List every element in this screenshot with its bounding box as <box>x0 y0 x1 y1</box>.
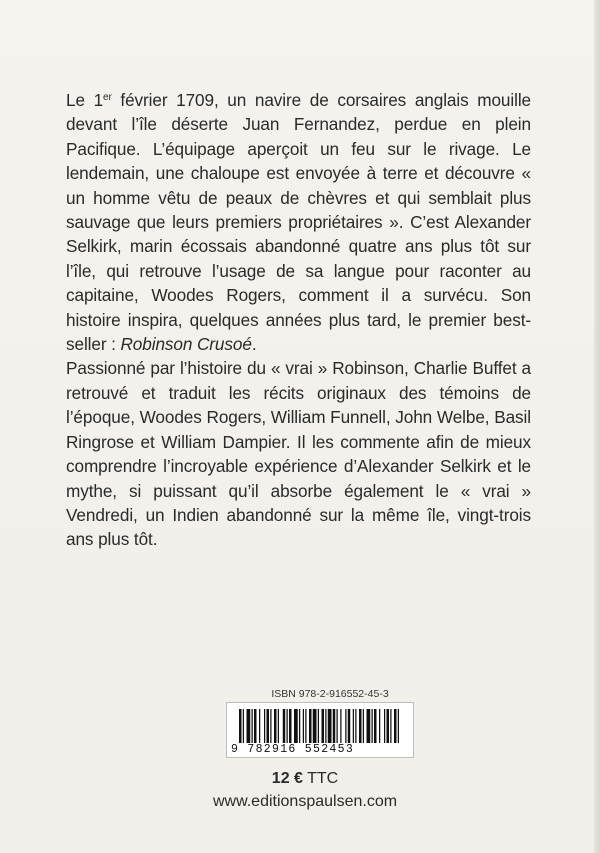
barcode-bar <box>243 709 244 743</box>
barcode-bar <box>384 709 385 743</box>
barcode-bar <box>340 709 341 743</box>
barcode-bar <box>367 709 371 743</box>
barcode-bar <box>247 709 251 743</box>
blurb-paragraph-1-text: février 1709, un navire de corsaires anglais mouille devant l’île déserte Juan Fernandez, perdue en plein Pacifique. L’équipage aperçoit un feu sur le rivage. Le lendemain, une chaloupe est envoyée à terre et découvre « un homme vêtu de peaux de chèvres et qui semblait plus sauvage que leurs premiers propriétaires ». C’est Alexander Selkirk, marin écossais abandonné quatre ans plus tôt sur l’île, qui retrouve l’usage de sa langue pour raconter au capitaine, Woodes Rogers, comment il a survécu. Son histoire inspira, quelques années plus tard, le premier best-seller : <box>66 90 531 355</box>
barcode-bar <box>345 709 346 743</box>
barcode-bar <box>333 709 336 743</box>
cover-edge <box>594 0 600 853</box>
blurb-date-prefix: Le 1 <box>66 90 104 110</box>
barcode-bar <box>259 709 260 743</box>
barcode-bar <box>252 709 253 743</box>
barcode-bar <box>267 709 270 743</box>
barcode-bar <box>353 709 354 743</box>
barcode-bar <box>387 709 390 743</box>
barcode-bar <box>309 709 312 743</box>
barcode-bar <box>359 709 362 743</box>
barcode-bar <box>313 709 317 743</box>
barcode-bar <box>398 709 399 743</box>
publisher-website: www.editionspaulsen.com <box>212 793 398 810</box>
barcode-bar <box>355 709 356 743</box>
price <box>200 770 410 788</box>
barcode-bar <box>264 709 265 743</box>
barcode-bar <box>379 709 380 743</box>
barcode-bar <box>254 709 257 743</box>
price-amount: 12 € <box>271 770 303 787</box>
blurb-paragraph-1-end: . <box>251 334 257 355</box>
barcode-bar <box>372 709 373 743</box>
barcode-digits: 9 782916 552453 <box>231 743 355 756</box>
barcode-bar <box>305 709 306 743</box>
blurb-book-title: Robinson Crusoé <box>120 334 252 355</box>
barcode-bar <box>348 709 351 743</box>
barcode-bar <box>289 709 292 743</box>
barcode-bars <box>235 709 405 743</box>
barcode-bar <box>318 709 319 743</box>
price-suffix: TTC <box>302 770 339 787</box>
barcode-bar <box>363 709 364 743</box>
barcode-bar <box>278 709 279 743</box>
barcode-bar <box>328 709 332 743</box>
barcode <box>226 702 414 758</box>
blurb-date-superscript: er <box>103 92 112 103</box>
back-cover-blurb <box>66 88 531 552</box>
barcode-bar <box>390 709 391 743</box>
blurb-paragraph-2: Passionné par l’histoire du « vrai » Robinson, Charlie Buffet a retrouvé et traduit les récits originaux des témoins de l’époque, Woodes Rogers, William Funnell, John Welbe, Basil Ringrose et William Dampier. Il les commente afin de mieux comprendre l’incroyable expérience d’Alexander Selkirk et le mythe, si puissant qu’il absorbe également le « vrai » Vendredi, un Indien abandonné sur la même île, vingt-trois ans plus tôt. <box>66 358 531 550</box>
barcode-bar <box>274 709 277 743</box>
barcode-bar <box>299 709 300 743</box>
barcode-bar <box>325 709 326 743</box>
barcode-bar <box>322 709 325 743</box>
barcode-bar <box>283 709 286 743</box>
barcode-bar <box>287 709 288 743</box>
isbn-label: ISBN 978-2-916552-45-3 <box>271 688 389 700</box>
barcode-bar <box>239 709 242 743</box>
barcode-bar <box>394 709 397 743</box>
barcode-bar <box>337 709 338 743</box>
barcode-bar <box>303 709 304 743</box>
barcode-bar <box>374 709 377 743</box>
barcode-bar <box>270 709 271 743</box>
blurb-paragraph-1 <box>66 88 531 356</box>
barcode-bar <box>294 709 298 743</box>
